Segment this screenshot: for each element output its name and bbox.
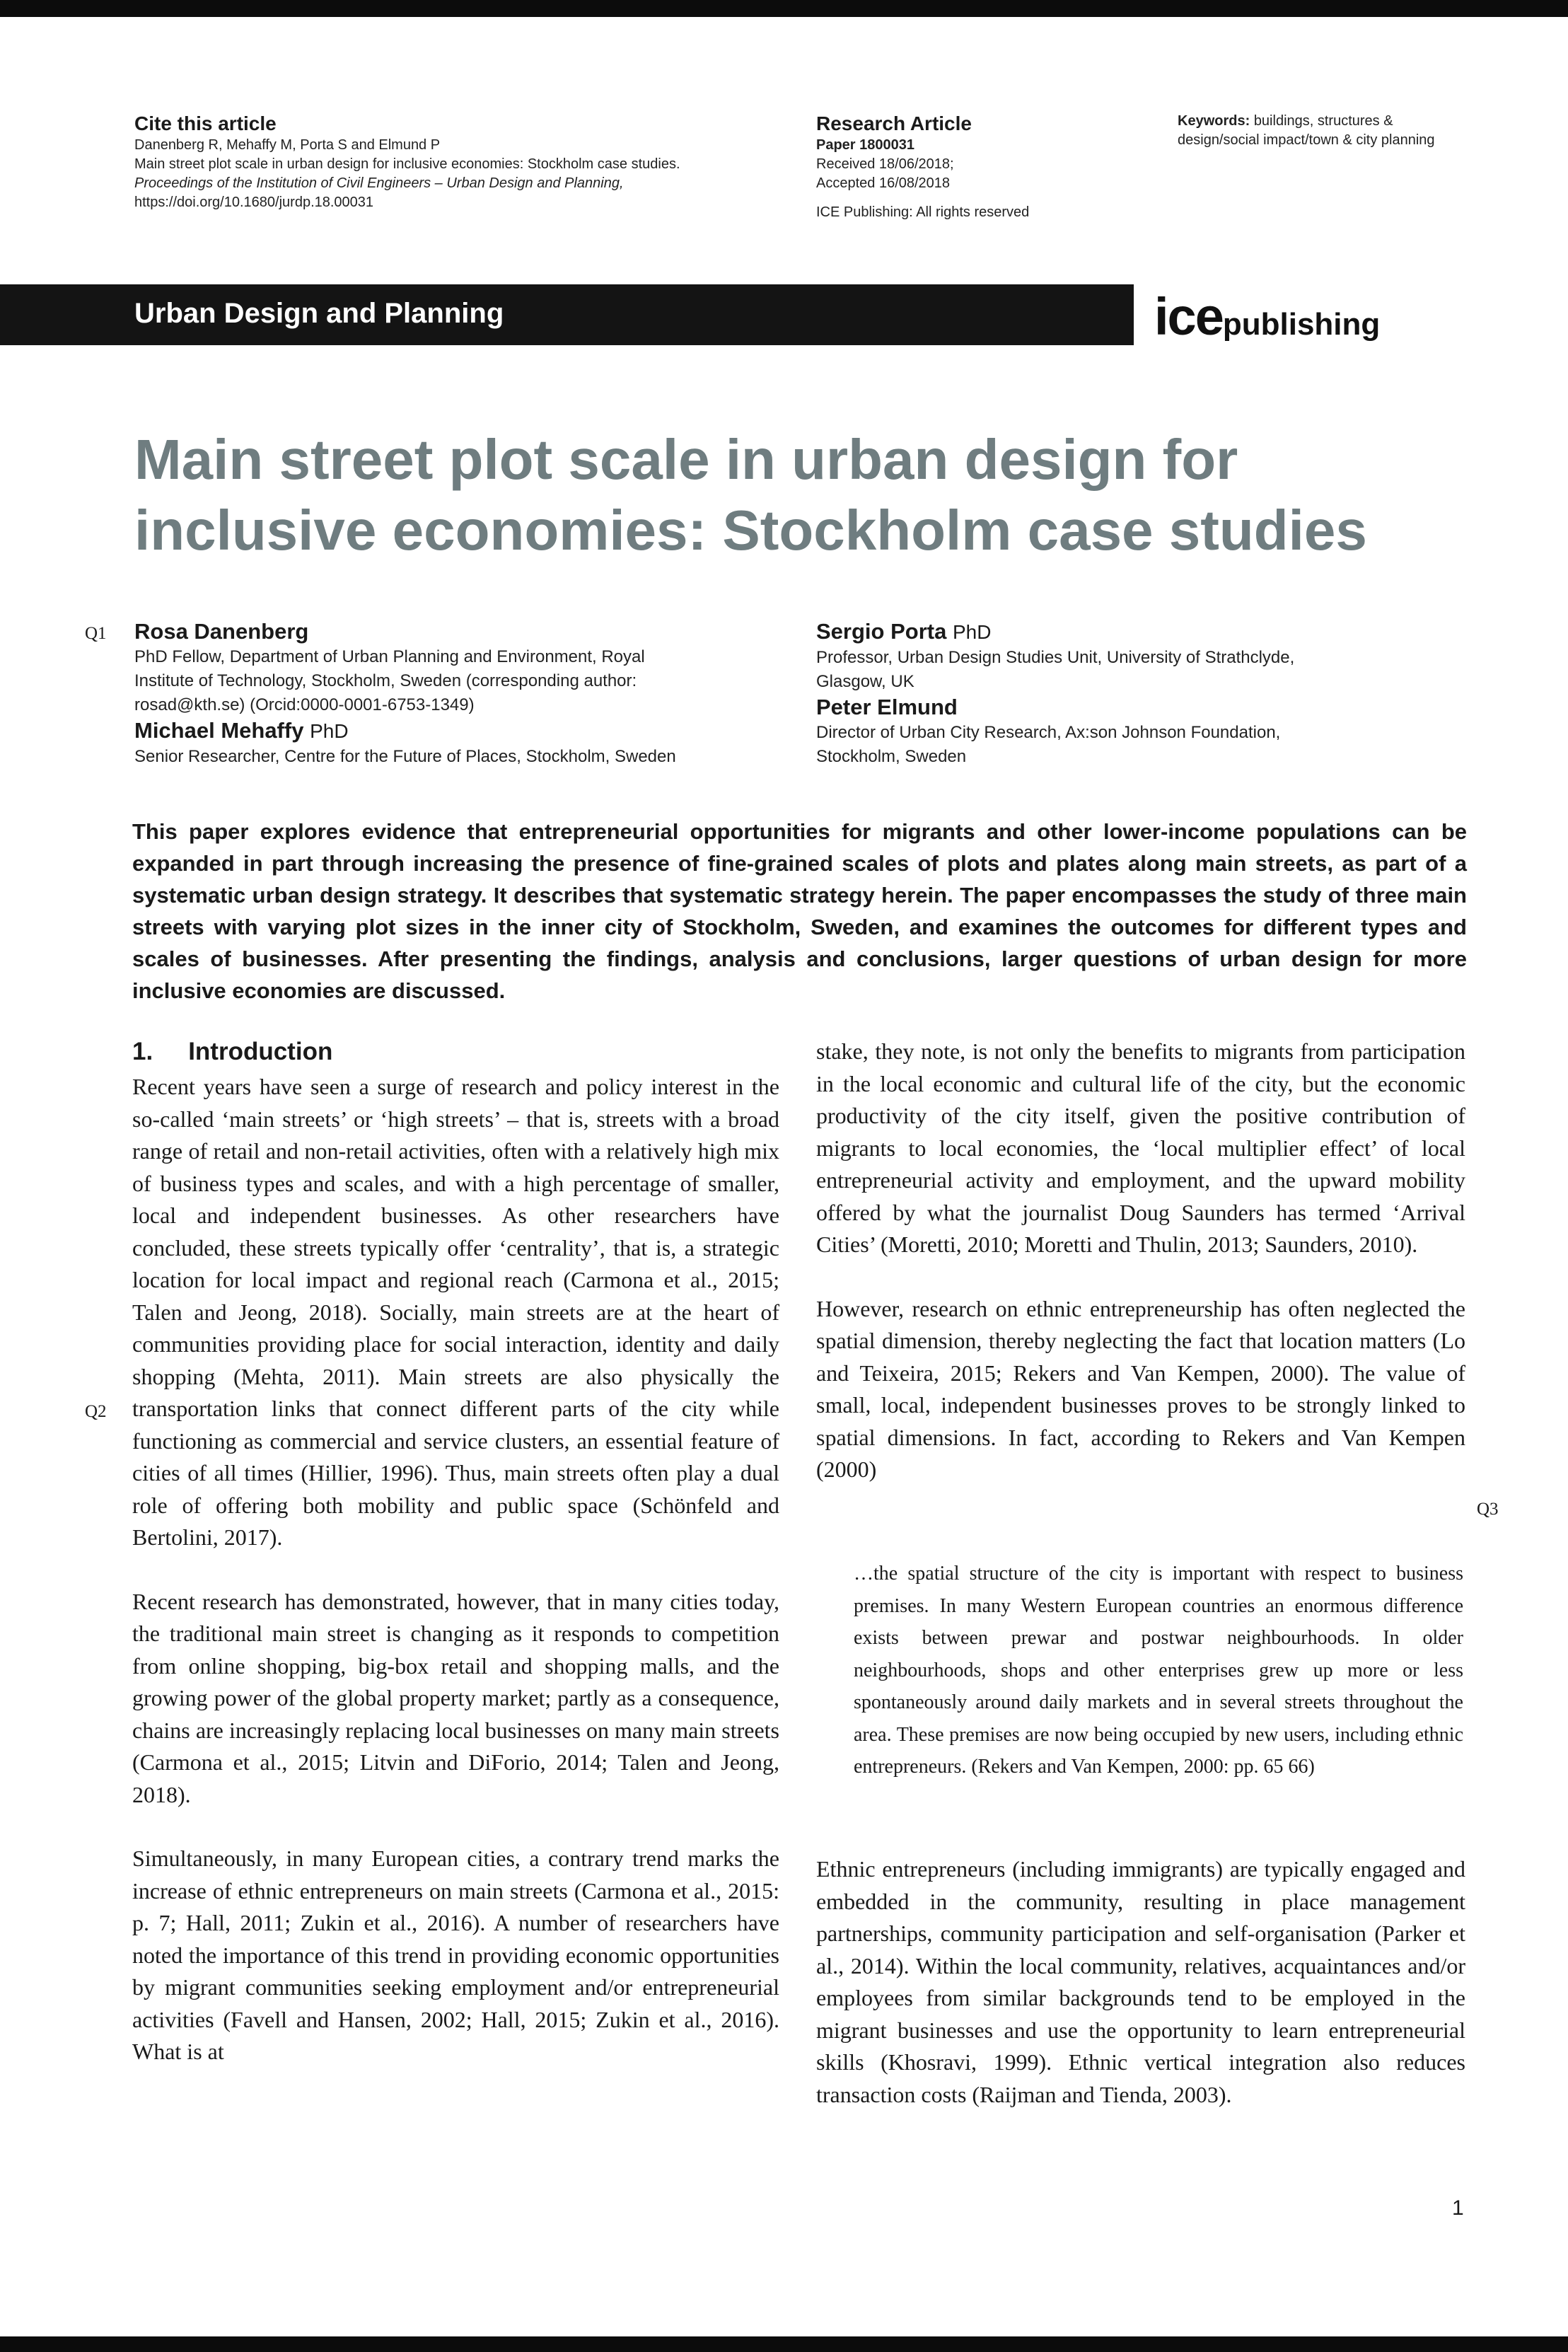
keywords-text-2: design/social impact/town & city planning bbox=[1178, 132, 1435, 148]
right-paragraph-1: stake, they note, is not only the benefits to migrants from participation in the local economic and cultural life of the city, but the economic productivity of the city itself, given the positive contribution of migrants to local economies, the ‘local multiplier effect’ of local entrepreneurial activity and employment, and the upward mobility offered by what the journalist Doug Saunders has termed ‘Arrival Cities’ (Moretti, 2010; Moretti and Thulin, 2013; Saunders, 2010). bbox=[816, 1038, 1465, 1257]
top-border bbox=[0, 0, 1568, 17]
cite-journal: Proceedings of the Institution of Civil Engineers – Urban Design and Planning, bbox=[134, 175, 624, 191]
left-paragraph-1: Recent years have seen a surge of research and policy interest in the so-called ‘main streets’ or ‘high streets’ – that is, streets with a broad range of retail and non-retail activities, often with a relatively high mix of business types and scales, and with a high percentage of smaller, local and independent businesses. As other researchers have concluded, these streets typically offer ‘centrality’, that is, a strategic location for local impact and regional reach (Carmona et al., 2015; Talen and Jeong, 2018). Socially, main streets are at the heart of communities providing place for social interaction, identity and daily shopping (Mehta, 2011). Main streets are also physically the transportation links that connect different parts of the city while functioning as commercial and service clusters, an essential feature of cities of all times (Hillier, 1996). Thus, main streets often play a dual role of offering both mobility and public space (Schönfeld and Bertolini, 2017). bbox=[132, 1074, 779, 1550]
ice-publishing-logo bbox=[1154, 289, 1380, 353]
accepted-date: Accepted 16/08/2018 bbox=[816, 175, 951, 191]
left-column bbox=[132, 1036, 779, 2068]
author-degree-mehaffy: PhD bbox=[310, 720, 349, 742]
cite-doi[interactable]: https://doi.org/10.1680/jurdp.18.00031 bbox=[134, 195, 374, 210]
section-title: Introduction bbox=[188, 1038, 333, 1065]
rights-text: ICE Publishing: All rights reserved bbox=[816, 204, 1030, 220]
left-paragraph-3: Simultaneously, in many European cities, a contrary trend marks the increase of ethnic entrepreneurs on main streets (Carmona et al., 2015: p. 7; Hall, 2011; Zukin et al., 2016). A number of researchers have noted the importance of this trend in providing economic opportunities by migrant communities seeking employment and/or entrepreneurial activities (Favell and Hansen, 2002; Hall, 2015; Zukin et al., 2016). What is at bbox=[132, 1846, 779, 2064]
logo-ice-text: ice bbox=[1154, 287, 1223, 346]
author-aff-elmund-2: Stockholm, Sweden bbox=[816, 747, 967, 766]
article-type: Research Article bbox=[816, 112, 972, 134]
journal-name: Urban Design and Planning bbox=[134, 298, 504, 329]
author-name-porta: Sergio Porta PhD bbox=[816, 619, 992, 644]
received-date: Received 18/06/2018; bbox=[816, 156, 954, 172]
author-name-mehaffy: Michael Mehaffy PhD bbox=[134, 718, 349, 743]
block-quote: …the spatial structure of the city is important with respect to business premises. In many Western European countries an enormous difference exists between prewar and postwar neighbourhoods. In older neighbourhoods, shops and other enterprises grew up more or less spontaneously around daily markets and in several streets throughout the area. These premises are now being occupied by new users, including ethnic entrepreneurs. (Rekers and Van Kempen, 2000: pp. 65 66) bbox=[854, 1563, 1463, 1778]
author-aff-porta-2: Glasgow, UK bbox=[816, 672, 914, 691]
keywords-label: Keywords: bbox=[1178, 113, 1250, 129]
article-info bbox=[816, 112, 1113, 222]
cite-block bbox=[134, 112, 771, 212]
author-aff-danenberg-3: rosad@kth.se) (Orcid:0000-0001-6753-1349) bbox=[134, 695, 475, 714]
page-number: 1 bbox=[1452, 2196, 1464, 2220]
query-mark-q3: Q3 bbox=[1477, 1500, 1499, 1519]
right-paragraph-2: However, research on ethnic entrepreneurship has often neglected the spatial dimension, thereby neglecting the fact that location matters (Lo and Teixeira, 2015; Rekers and Van Kempen, 2000). The value of small, local, independent businesses proves to be strongly linked to spatial dimensions. In fact, according to Rekers and Van Kempen (2000) bbox=[816, 1295, 1465, 1482]
cite-heading: Cite this article bbox=[134, 112, 277, 134]
author-name-elmund: Peter Elmund bbox=[816, 695, 958, 719]
query-mark-q2: Q2 bbox=[85, 1402, 107, 1421]
author-aff-danenberg-2: Institute of Technology, Stockholm, Sweden (corresponding author: bbox=[134, 671, 637, 690]
author-aff-mehaffy: Senior Researcher, Centre for the Future of Places, Stockholm, Sweden bbox=[134, 747, 676, 766]
section-heading bbox=[132, 1036, 779, 1068]
left-paragraph-2: Recent research has demonstrated, however, that in many cities today, the traditional main street is changing as it responds to competition from online shopping, big-box retail and shopping malls, and the growing power of the global property market; partly as a consequence, chains are increasingly replacing local businesses on many main streets (Carmona et al., 2015; Litvin and DiForio, 2014; Talen and Jeong, 2018). bbox=[132, 1588, 779, 1807]
right-paragraph-3: Ethnic entrepreneurs (including immigrants) are typically engaged and embedded in the community, resulting in place management partnerships, community participation and self-organisation (Parker et al., 2014). Within the local community, relatives, acquaintances and/or employees from similar backgrounds tend to be employed in the migrant businesses and use the opportunity to learn entrepreneurial skills (Khosravi, 1999). Ethnic vertical integration also reduces transaction costs (Raijman and Tienda, 2003). bbox=[816, 1856, 1465, 2107]
right-column-bottom bbox=[816, 1853, 1465, 2111]
abstract: This paper explores evidence that entrepreneurial opportunities for migrants and other lower-income populations can be expanded in part through increasing the presence of fine-grained scales of plots and plates along main streets, as part of a systematic urban design strategy. It describes that systematic strategy herein. The paper encompasses the study of three main streets with varying plot sizes in the inner city of Stockholm, Sweden, and examines the outcomes for different types and scales of businesses. After presenting the findings, analysis and conclusions, larger questions of urban design for more inclusive economies are discussed. bbox=[132, 819, 1467, 1003]
author-degree-porta: PhD bbox=[952, 621, 992, 643]
paper-number: Paper 1800031 bbox=[816, 137, 915, 153]
section-number: 1. bbox=[132, 1038, 153, 1065]
keywords-text-1: buildings, structures & bbox=[1253, 113, 1393, 129]
author-block-right bbox=[816, 618, 1453, 769]
author-aff-danenberg-1: PhD Fellow, Department of Urban Planning and Environment, Royal bbox=[134, 647, 645, 666]
article-title bbox=[134, 424, 1478, 566]
author-aff-elmund-1: Director of Urban City Research, Ax:son Johnson Foundation, bbox=[816, 723, 1281, 742]
bottom-border bbox=[0, 2336, 1568, 2352]
title-line-2: inclusive economies: Stockholm case studies bbox=[134, 499, 1367, 562]
right-column-top bbox=[816, 1036, 1465, 1486]
title-line-1: Main street plot scale in urban design for bbox=[134, 428, 1238, 491]
cite-authors: Danenberg R, Mehaffy M, Porta S and Elmund P bbox=[134, 137, 441, 153]
cite-title: Main street plot scale in urban design for inclusive economies: Stockholm case studies. bbox=[134, 156, 680, 172]
author-aff-porta-1: Professor, Urban Design Studies Unit, University of Strathclyde, bbox=[816, 648, 1295, 667]
logo-publishing-text: publishing bbox=[1222, 307, 1381, 342]
author-name-danenberg: Rosa Danenberg bbox=[134, 619, 309, 644]
author-block-left bbox=[134, 618, 757, 769]
query-mark-q1: Q1 bbox=[85, 624, 107, 643]
keywords-block bbox=[1178, 112, 1489, 150]
